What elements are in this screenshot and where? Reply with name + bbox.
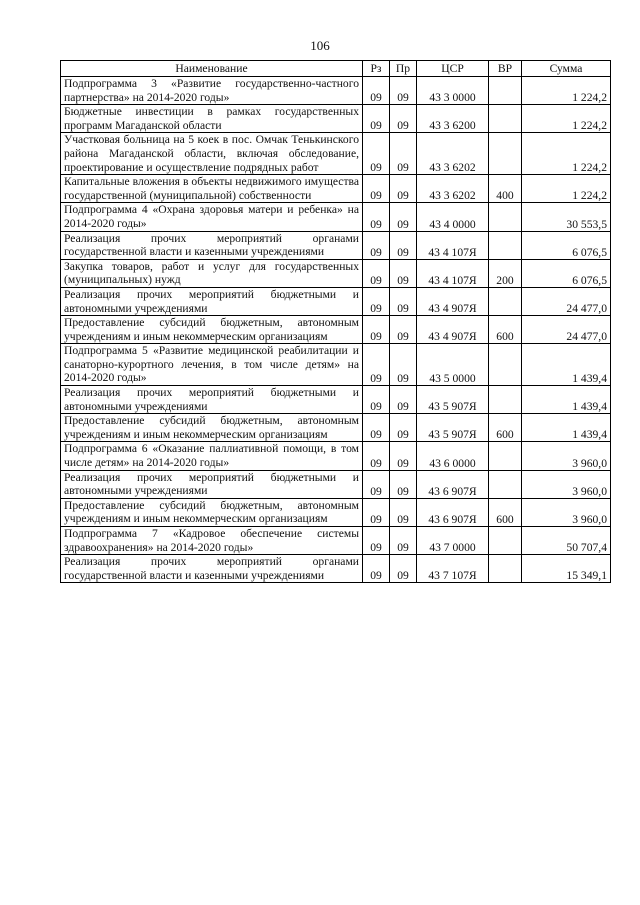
cell-csr: 43 3 6202 <box>417 175 489 203</box>
table-row <box>61 470 611 498</box>
header-name: Наименование <box>61 61 363 77</box>
cell-rz: 09 <box>363 77 390 105</box>
table-row <box>61 498 611 526</box>
cell-sum: 30 553,5 <box>522 203 611 231</box>
cell-name: Реализация прочих мероприятий бюджетными и автономными учреждениями <box>61 470 363 498</box>
cell-rz: 09 <box>363 203 390 231</box>
table-row <box>61 442 611 470</box>
cell-csr: 43 6 907Я <box>417 498 489 526</box>
cell-sum: 24 477,0 <box>522 287 611 315</box>
cell-csr: 43 7 0000 <box>417 527 489 555</box>
cell-name: Реализация прочих мероприятий органами государственной власти и казенными учреждениями <box>61 231 363 259</box>
table-row <box>61 344 611 386</box>
table-row <box>61 287 611 315</box>
cell-sum: 6 076,5 <box>522 231 611 259</box>
table-body <box>61 77 611 583</box>
header-vr: ВР <box>489 61 522 77</box>
cell-csr: 43 3 6202 <box>417 133 489 175</box>
cell-pr: 09 <box>390 470 417 498</box>
cell-pr: 09 <box>390 259 417 287</box>
cell-rz: 09 <box>363 287 390 315</box>
cell-csr: 43 3 6200 <box>417 105 489 133</box>
cell-pr: 09 <box>390 203 417 231</box>
cell-sum: 1 224,2 <box>522 175 611 203</box>
cell-rz: 09 <box>363 105 390 133</box>
cell-vr <box>489 203 522 231</box>
budget-table <box>60 60 611 583</box>
cell-name: Подпрограмма 3 «Развитие государственно-частного партнерства» на 2014-2020 годы» <box>61 77 363 105</box>
cell-pr: 09 <box>390 316 417 344</box>
cell-name: Закупка товаров, работ и услуг для государственных (муниципальных) нужд <box>61 259 363 287</box>
cell-rz: 09 <box>363 470 390 498</box>
table-row <box>61 555 611 583</box>
cell-name: Капитальные вложения в объекты недвижимого имущества государственной (муниципальной) собственности <box>61 175 363 203</box>
cell-vr <box>489 442 522 470</box>
cell-rz: 09 <box>363 133 390 175</box>
cell-pr: 09 <box>390 442 417 470</box>
cell-name: Участковая больница на 5 коек в пос. Омчак Тенькинского района Магаданской области, включая обследование, проектирование и осуществление подрядных работ <box>61 133 363 175</box>
cell-csr: 43 4 107Я <box>417 259 489 287</box>
cell-name: Бюджетные инвестиции в рамках государственных программ Магаданской области <box>61 105 363 133</box>
cell-rz: 09 <box>363 498 390 526</box>
cell-vr <box>489 231 522 259</box>
cell-vr <box>489 287 522 315</box>
header-sum: Сумма <box>522 61 611 77</box>
cell-vr: 600 <box>489 414 522 442</box>
cell-pr: 09 <box>390 133 417 175</box>
cell-name: Подпрограмма 4 «Охрана здоровья матери и ребенка» на 2014-2020 годы» <box>61 203 363 231</box>
cell-csr: 43 7 107Я <box>417 555 489 583</box>
cell-sum: 3 960,0 <box>522 442 611 470</box>
cell-csr: 43 4 0000 <box>417 203 489 231</box>
cell-vr <box>489 470 522 498</box>
table-row <box>61 414 611 442</box>
cell-name: Реализация прочих мероприятий бюджетными и автономными учреждениями <box>61 386 363 414</box>
table-row <box>61 527 611 555</box>
cell-rz: 09 <box>363 442 390 470</box>
cell-pr: 09 <box>390 344 417 386</box>
cell-sum: 50 707,4 <box>522 527 611 555</box>
cell-csr: 43 5 0000 <box>417 344 489 386</box>
cell-csr: 43 6 907Я <box>417 470 489 498</box>
cell-pr: 09 <box>390 555 417 583</box>
cell-vr <box>489 344 522 386</box>
cell-rz: 09 <box>363 316 390 344</box>
cell-name: Подпрограмма 6 «Оказание паллиативной помощи, в том числе детям» на 2014-2020 годы» <box>61 442 363 470</box>
cell-pr: 09 <box>390 414 417 442</box>
cell-sum: 24 477,0 <box>522 316 611 344</box>
cell-rz: 09 <box>363 344 390 386</box>
table-header-row <box>61 61 611 77</box>
cell-sum: 1 439,4 <box>522 344 611 386</box>
cell-sum: 1 439,4 <box>522 386 611 414</box>
cell-vr: 200 <box>489 259 522 287</box>
table-row <box>61 231 611 259</box>
cell-rz: 09 <box>363 555 390 583</box>
cell-vr <box>489 105 522 133</box>
cell-vr <box>489 555 522 583</box>
cell-vr: 400 <box>489 175 522 203</box>
table-row <box>61 77 611 105</box>
cell-vr <box>489 527 522 555</box>
header-pr: Пр <box>390 61 417 77</box>
cell-pr: 09 <box>390 175 417 203</box>
cell-pr: 09 <box>390 386 417 414</box>
cell-rz: 09 <box>363 527 390 555</box>
cell-sum: 1 224,2 <box>522 133 611 175</box>
cell-rz: 09 <box>363 386 390 414</box>
cell-rz: 09 <box>363 175 390 203</box>
cell-pr: 09 <box>390 231 417 259</box>
cell-pr: 09 <box>390 287 417 315</box>
cell-vr <box>489 386 522 414</box>
cell-pr: 09 <box>390 77 417 105</box>
cell-rz: 09 <box>363 259 390 287</box>
cell-sum: 15 349,1 <box>522 555 611 583</box>
cell-csr: 43 4 907Я <box>417 316 489 344</box>
cell-sum: 3 960,0 <box>522 498 611 526</box>
cell-name: Предоставление субсидий бюджетным, автономным учреждениям и иным некоммерческим организациям <box>61 498 363 526</box>
table-row <box>61 316 611 344</box>
cell-pr: 09 <box>390 105 417 133</box>
cell-csr: 43 6 0000 <box>417 442 489 470</box>
cell-csr: 43 4 107Я <box>417 231 489 259</box>
cell-sum: 1 224,2 <box>522 105 611 133</box>
cell-name: Подпрограмма 5 «Развитие медицинской реабилитации и санаторно-курортного лечения, в том числе детям» на 2014-2020 годы» <box>61 344 363 386</box>
cell-sum: 6 076,5 <box>522 259 611 287</box>
cell-sum: 1 224,2 <box>522 77 611 105</box>
cell-pr: 09 <box>390 498 417 526</box>
table-row <box>61 105 611 133</box>
cell-sum: 1 439,4 <box>522 414 611 442</box>
cell-vr <box>489 77 522 105</box>
cell-vr: 600 <box>489 498 522 526</box>
cell-csr: 43 4 907Я <box>417 287 489 315</box>
table-row <box>61 175 611 203</box>
cell-name: Подпрограмма 7 «Кадровое обеспечение системы здравоохранения» на 2014-2020 годы» <box>61 527 363 555</box>
cell-vr: 600 <box>489 316 522 344</box>
cell-rz: 09 <box>363 231 390 259</box>
table-row <box>61 386 611 414</box>
cell-pr: 09 <box>390 527 417 555</box>
table-row <box>61 133 611 175</box>
cell-sum: 3 960,0 <box>522 470 611 498</box>
cell-csr: 43 3 0000 <box>417 77 489 105</box>
table-row <box>61 203 611 231</box>
table-row <box>61 259 611 287</box>
cell-csr: 43 5 907Я <box>417 386 489 414</box>
cell-name: Предоставление субсидий бюджетным, автономным учреждениям и иным некоммерческим организациям <box>61 414 363 442</box>
cell-csr: 43 5 907Я <box>417 414 489 442</box>
cell-rz: 09 <box>363 414 390 442</box>
page-number: 106 <box>310 38 330 53</box>
header-csr: ЦСР <box>417 61 489 77</box>
cell-name: Реализация прочих мероприятий бюджетными и автономными учреждениями <box>61 287 363 315</box>
cell-vr <box>489 133 522 175</box>
cell-name: Реализация прочих мероприятий органами государственной власти и казенными учреждениями <box>61 555 363 583</box>
header-rz: Рз <box>363 61 390 77</box>
cell-name: Предоставление субсидий бюджетным, автономным учреждениям и иным некоммерческим организациям <box>61 316 363 344</box>
